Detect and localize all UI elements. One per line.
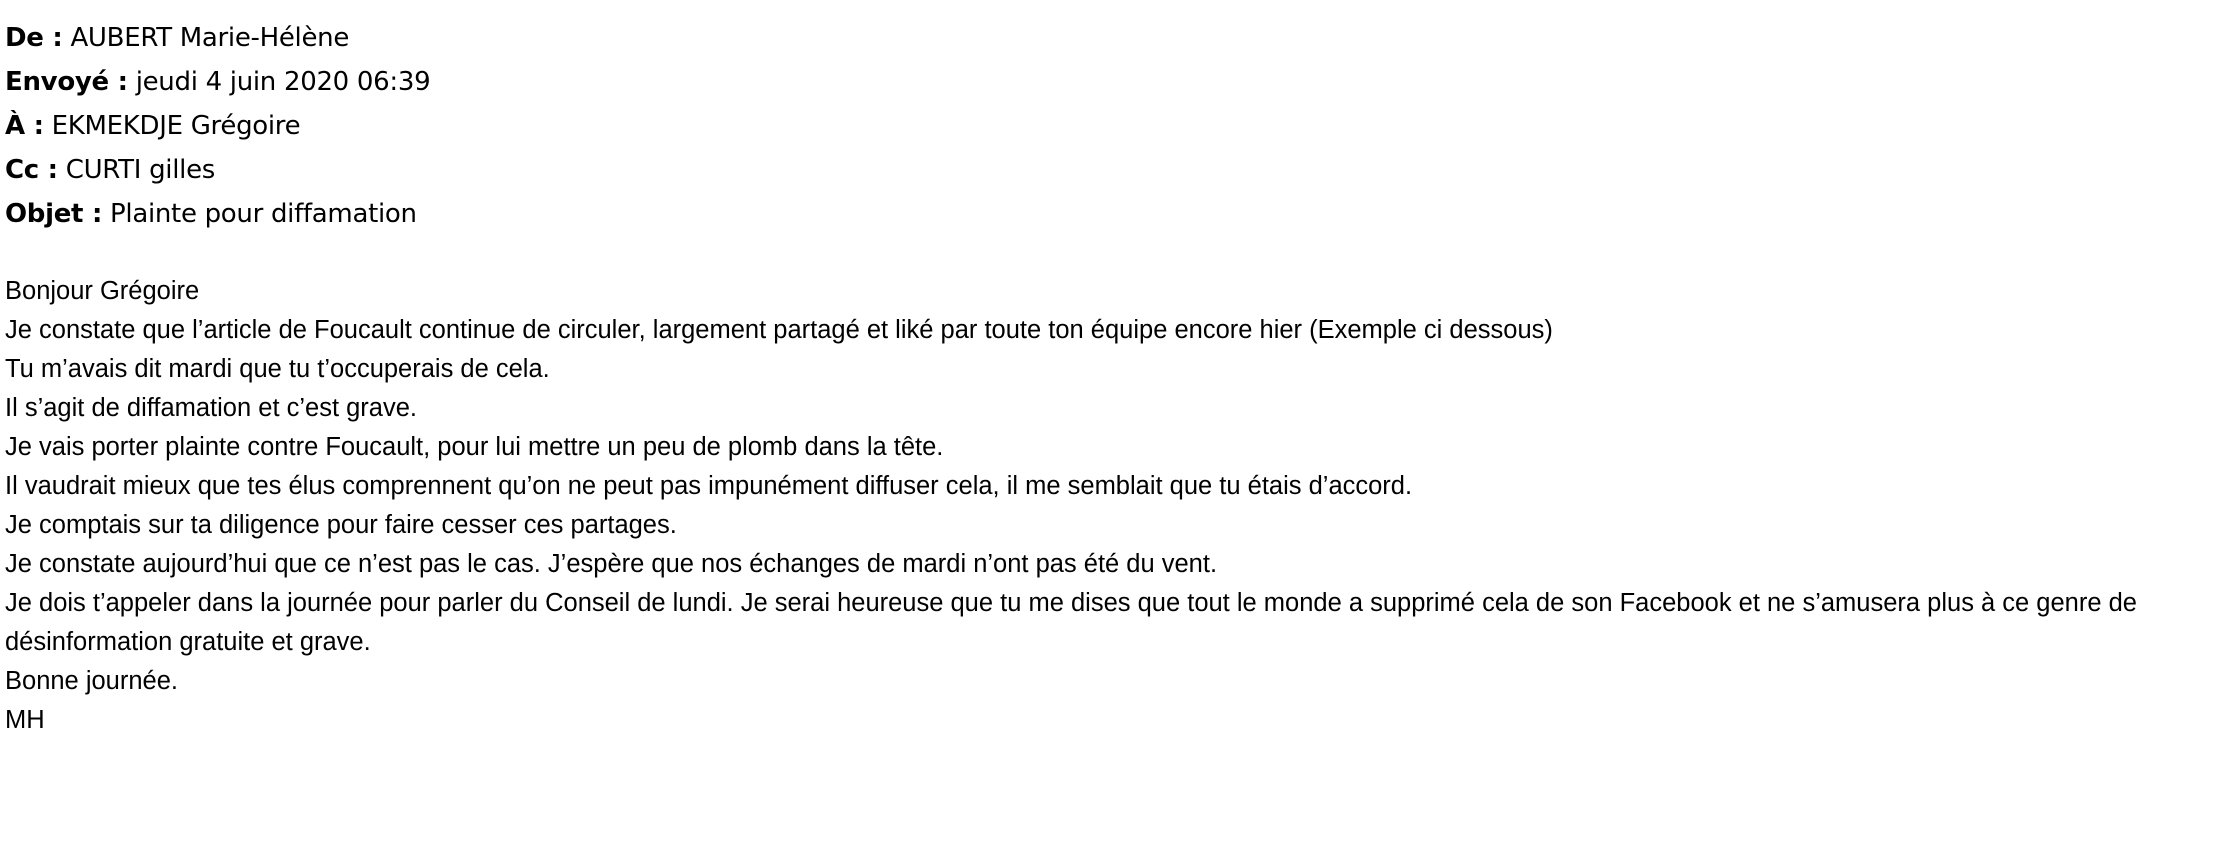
body-line: Je constate aujourd’hui que ce n’est pas le cas. J’espère que nos échanges de mardi n’ont pas été du vent. [5,550,1218,578]
body-line: Je vais porter plainte contre Foucault, pour lui mettre un peu de plomb dans la tête. [5,433,944,461]
sent-label: Envoyé : [5,67,128,97]
email-message [5,16,2205,740]
body-line: Je dois t’appeler dans la journée pour parler du Conseil de lundi. Je serai heureuse que tu me dises que tout le monde a supprimé cela de son Facebook et ne s’amusera plus à ce genre de [5,589,2137,617]
body-line: Il s’agit de diffamation et c’est grave. [5,394,417,422]
email-header [5,16,2205,236]
closing-line: Bonne journée. [5,667,178,695]
cc-label: Cc : [5,155,58,185]
subject-line [5,192,2205,236]
body-line: Je comptais sur ta diligence pour faire cesser ces partages. [5,511,677,539]
greeting-line: Bonjour Grégoire [5,277,200,305]
email-body [5,272,2205,740]
subject-label: Objet : [5,199,103,229]
sent-line [5,60,2205,104]
subject-value: Plainte pour diffamation [110,199,417,229]
from-label: De : [5,23,63,53]
body-line: désinformation gratuite et grave. [5,628,371,656]
to-line [5,104,2205,148]
body-line: Je constate que l’article de Foucault continue de circuler, largement partagé et liké par toute ton équipe encore hier (Exemple ci dessous) [5,316,1553,344]
sent-value: jeudi 4 juin 2020 06:39 [135,67,431,97]
to-label: À : [5,111,44,141]
body-line: Tu m’avais dit mardi que tu t’occuperais de cela. [5,355,550,383]
cc-line [5,148,2205,192]
from-value: AUBERT Marie-Hélène [70,23,350,53]
body-line: Il vaudrait mieux que tes élus comprennent qu’on ne peut pas impunément diffuser cela, il me semblait que tu étais d’accord. [5,472,1413,500]
to-value: EKMEKDJE Grégoire [51,111,301,141]
cc-value: CURTI gilles [65,155,216,185]
from-line [5,16,2205,60]
signature-line: MH [5,706,45,734]
